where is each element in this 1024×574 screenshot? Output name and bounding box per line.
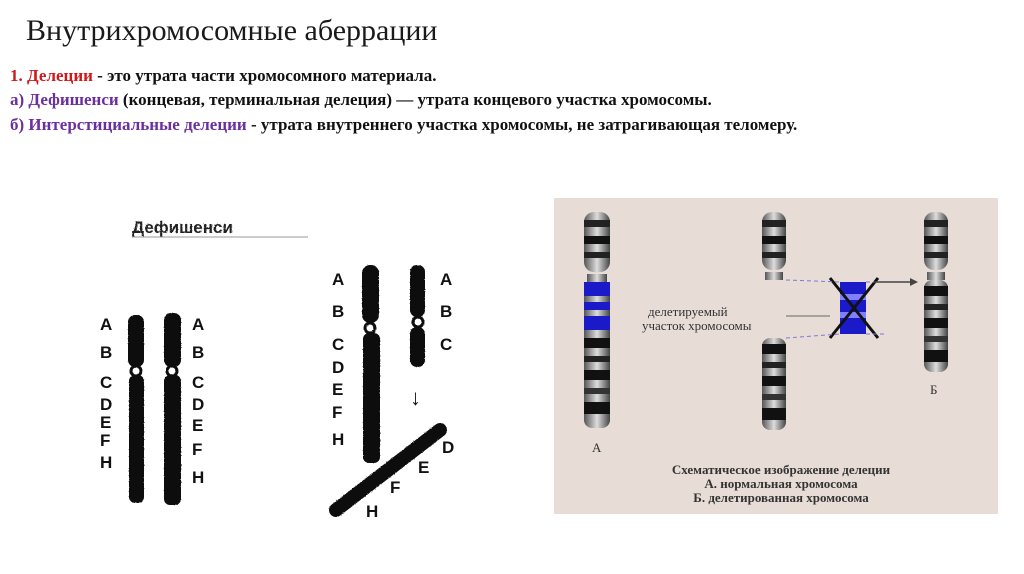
deleted-segment-label-line2: участок хромосомы — [642, 318, 752, 333]
label-b: Б — [930, 382, 938, 397]
letter: F — [192, 440, 203, 459]
letter: A — [332, 270, 345, 289]
letter: B — [192, 343, 205, 362]
label-a: А — [592, 440, 602, 455]
letter: A — [192, 315, 205, 334]
deficiency-figure — [80, 205, 480, 540]
down-arrow: ↓ — [410, 385, 421, 410]
fragment-letter: E — [418, 458, 430, 477]
letter: H — [192, 468, 205, 487]
caption-line: Схематическое изображение делеции — [671, 462, 891, 477]
letter: H — [332, 430, 345, 449]
letter: B — [440, 302, 453, 321]
letter: A — [100, 315, 113, 334]
letter: E — [332, 380, 344, 399]
definition-deficiency — [10, 90, 712, 110]
letter: D — [332, 358, 345, 377]
deficiency-svg — [80, 205, 480, 540]
schematic-deletion-figure — [554, 198, 998, 514]
letter: B — [100, 343, 113, 362]
caption-line: А. нормальная хромосома — [704, 476, 858, 491]
deleted-segment-label-line1: делетируемый — [648, 304, 728, 319]
letter: C — [100, 373, 113, 392]
letter: D — [100, 395, 113, 414]
middle-chromosome — [762, 212, 786, 430]
definition-deletions-text: - это утрата части хромосомного материала. — [92, 66, 437, 85]
letter: C — [192, 373, 205, 392]
normal-chromosome-a — [584, 212, 610, 428]
definition-interstitial — [10, 115, 797, 135]
term-interstitial: б) Интерстициальные делеции — [10, 115, 247, 134]
right-arrow-icon — [874, 278, 918, 286]
caption-line: Б. делетированная хромосома — [693, 490, 869, 505]
definition-deficiency-text: (концевая, терминальная делеция) — утрата концевого участка хромосомы. — [118, 90, 712, 109]
fragment-letter: D — [442, 438, 455, 457]
letter: D — [192, 395, 205, 414]
letter: F — [100, 431, 111, 450]
definition-interstitial-text: - утрата внутреннего участка хромосомы, не затрагивающая теломеру. — [246, 115, 798, 134]
chromosome-pair-normal — [128, 313, 181, 505]
letter: C — [440, 335, 453, 354]
term-deficiency: а) Дефишенси — [10, 90, 119, 109]
schematic-svg — [554, 198, 998, 514]
letter: E — [192, 416, 204, 435]
term-deletions: 1. Делеции — [10, 66, 93, 85]
definition-deletions — [10, 66, 436, 86]
letter: B — [332, 302, 345, 321]
deficiency-heading: Дефишенси — [132, 218, 233, 237]
letter: C — [332, 335, 345, 354]
letter: F — [332, 403, 343, 422]
fragment-letter: F — [390, 478, 401, 497]
letter: H — [100, 453, 113, 472]
letter: A — [440, 270, 453, 289]
deleted-segment — [786, 278, 884, 338]
fragment-letter: H — [366, 502, 379, 521]
letter: E — [100, 413, 112, 432]
deleted-chromosome-b — [924, 212, 948, 372]
page-title: Внутрихромосомные аберрации — [26, 14, 438, 47]
